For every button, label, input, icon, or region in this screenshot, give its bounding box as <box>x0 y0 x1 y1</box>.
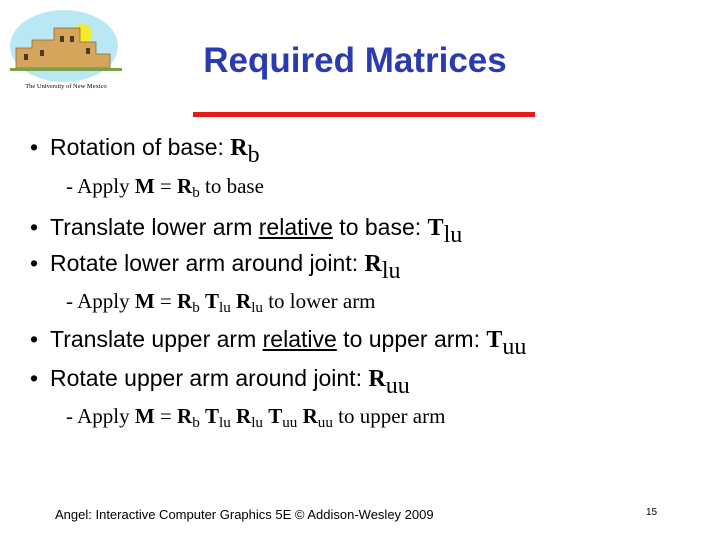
matrix-subscript: b <box>247 141 260 168</box>
matrix-subscript: lu <box>219 415 231 432</box>
bullet-text-end: to base: <box>332 214 428 240</box>
bullet-rotate-upper-arm <box>30 364 410 399</box>
sub-text: - Apply <box>66 404 135 428</box>
sub-text-end: to upper arm <box>332 404 446 428</box>
matrix-symbol: T <box>205 404 220 428</box>
matrix-subscript: lu <box>251 415 263 432</box>
bullet-dot-icon: • <box>30 326 39 352</box>
building-sun-icon <box>10 10 122 82</box>
slide-title: Required Matrices <box>203 41 507 80</box>
matrix-subscript: lu <box>251 300 263 317</box>
bullet-dot-icon: • <box>30 214 39 240</box>
footer-credit: Angel: Interactive Computer Graphics 5E © Addison-Wesley 2009 <box>55 507 434 522</box>
matrix-symbol: R <box>364 251 382 277</box>
bullet-dot-icon: • <box>30 250 39 276</box>
matrix-symbol: T <box>205 289 220 313</box>
equals-text: = <box>154 174 178 198</box>
bullet-rotate-lower-arm <box>30 249 401 284</box>
logo-caption: The University of New Mexico <box>25 83 107 90</box>
matrix-symbol: R <box>236 404 252 428</box>
bullet-text: Rotate upper arm around joint: <box>50 365 369 391</box>
bullet-dot-icon: • <box>30 365 39 391</box>
matrix-symbol: R <box>177 174 193 198</box>
bullet-rotation-of-base <box>30 133 260 168</box>
sub-item-apply-upper-arm <box>66 403 445 432</box>
matrix-symbol: T <box>427 215 444 241</box>
matrix-symbol: M <box>134 289 155 313</box>
equals-text: = <box>154 289 178 313</box>
matrix-symbol: R <box>177 289 193 313</box>
bullet-text: Translate lower arm <box>50 214 259 240</box>
bullet-text: Rotate lower arm around joint: <box>50 250 365 276</box>
matrix-subscript: b <box>192 300 200 317</box>
matrix-symbol: M <box>134 404 155 428</box>
matrix-subscript: uu <box>317 415 333 432</box>
matrix-subscript: b <box>192 185 200 202</box>
matrix-symbol: R <box>230 135 248 161</box>
matrix-subscript: uu <box>502 333 527 360</box>
equals-text: = <box>154 404 178 428</box>
matrix-symbol: R <box>236 289 252 313</box>
bullet-translate-lower-arm <box>30 213 463 248</box>
matrix-symbol: T <box>486 327 503 353</box>
page-number: 15 <box>646 507 658 518</box>
sub-text: - Apply <box>66 174 135 198</box>
matrix-subscript: uu <box>385 372 410 399</box>
university-logo <box>10 10 122 98</box>
matrix-subscript: lu <box>443 221 463 248</box>
sub-item-apply-lower-arm <box>66 288 376 317</box>
bullet-translate-upper-arm <box>30 325 527 360</box>
matrix-symbol: R <box>302 404 318 428</box>
matrix-symbol: R <box>177 404 193 428</box>
sub-item-apply-base <box>66 173 264 202</box>
bullet-dot-icon: • <box>30 134 39 160</box>
sub-text: - Apply <box>66 289 135 313</box>
bullet-text: Rotation of base: <box>50 134 231 160</box>
matrix-symbol: R <box>368 366 386 392</box>
title-underline-rule <box>193 112 535 117</box>
sub-text-end: to lower arm <box>262 289 376 313</box>
matrix-subscript: b <box>192 415 200 432</box>
bullet-text-end: to upper arm: <box>336 326 487 352</box>
matrix-subscript: lu <box>219 300 231 317</box>
underlined-text: relative <box>258 214 333 240</box>
bullet-text: Translate upper arm <box>50 326 263 352</box>
matrix-symbol: T <box>268 404 283 428</box>
underlined-text: relative <box>262 326 337 352</box>
matrix-subscript: lu <box>381 257 401 284</box>
sub-text-end: to base <box>199 174 264 198</box>
matrix-subscript: uu <box>282 415 298 432</box>
matrix-symbol: M <box>134 174 155 198</box>
